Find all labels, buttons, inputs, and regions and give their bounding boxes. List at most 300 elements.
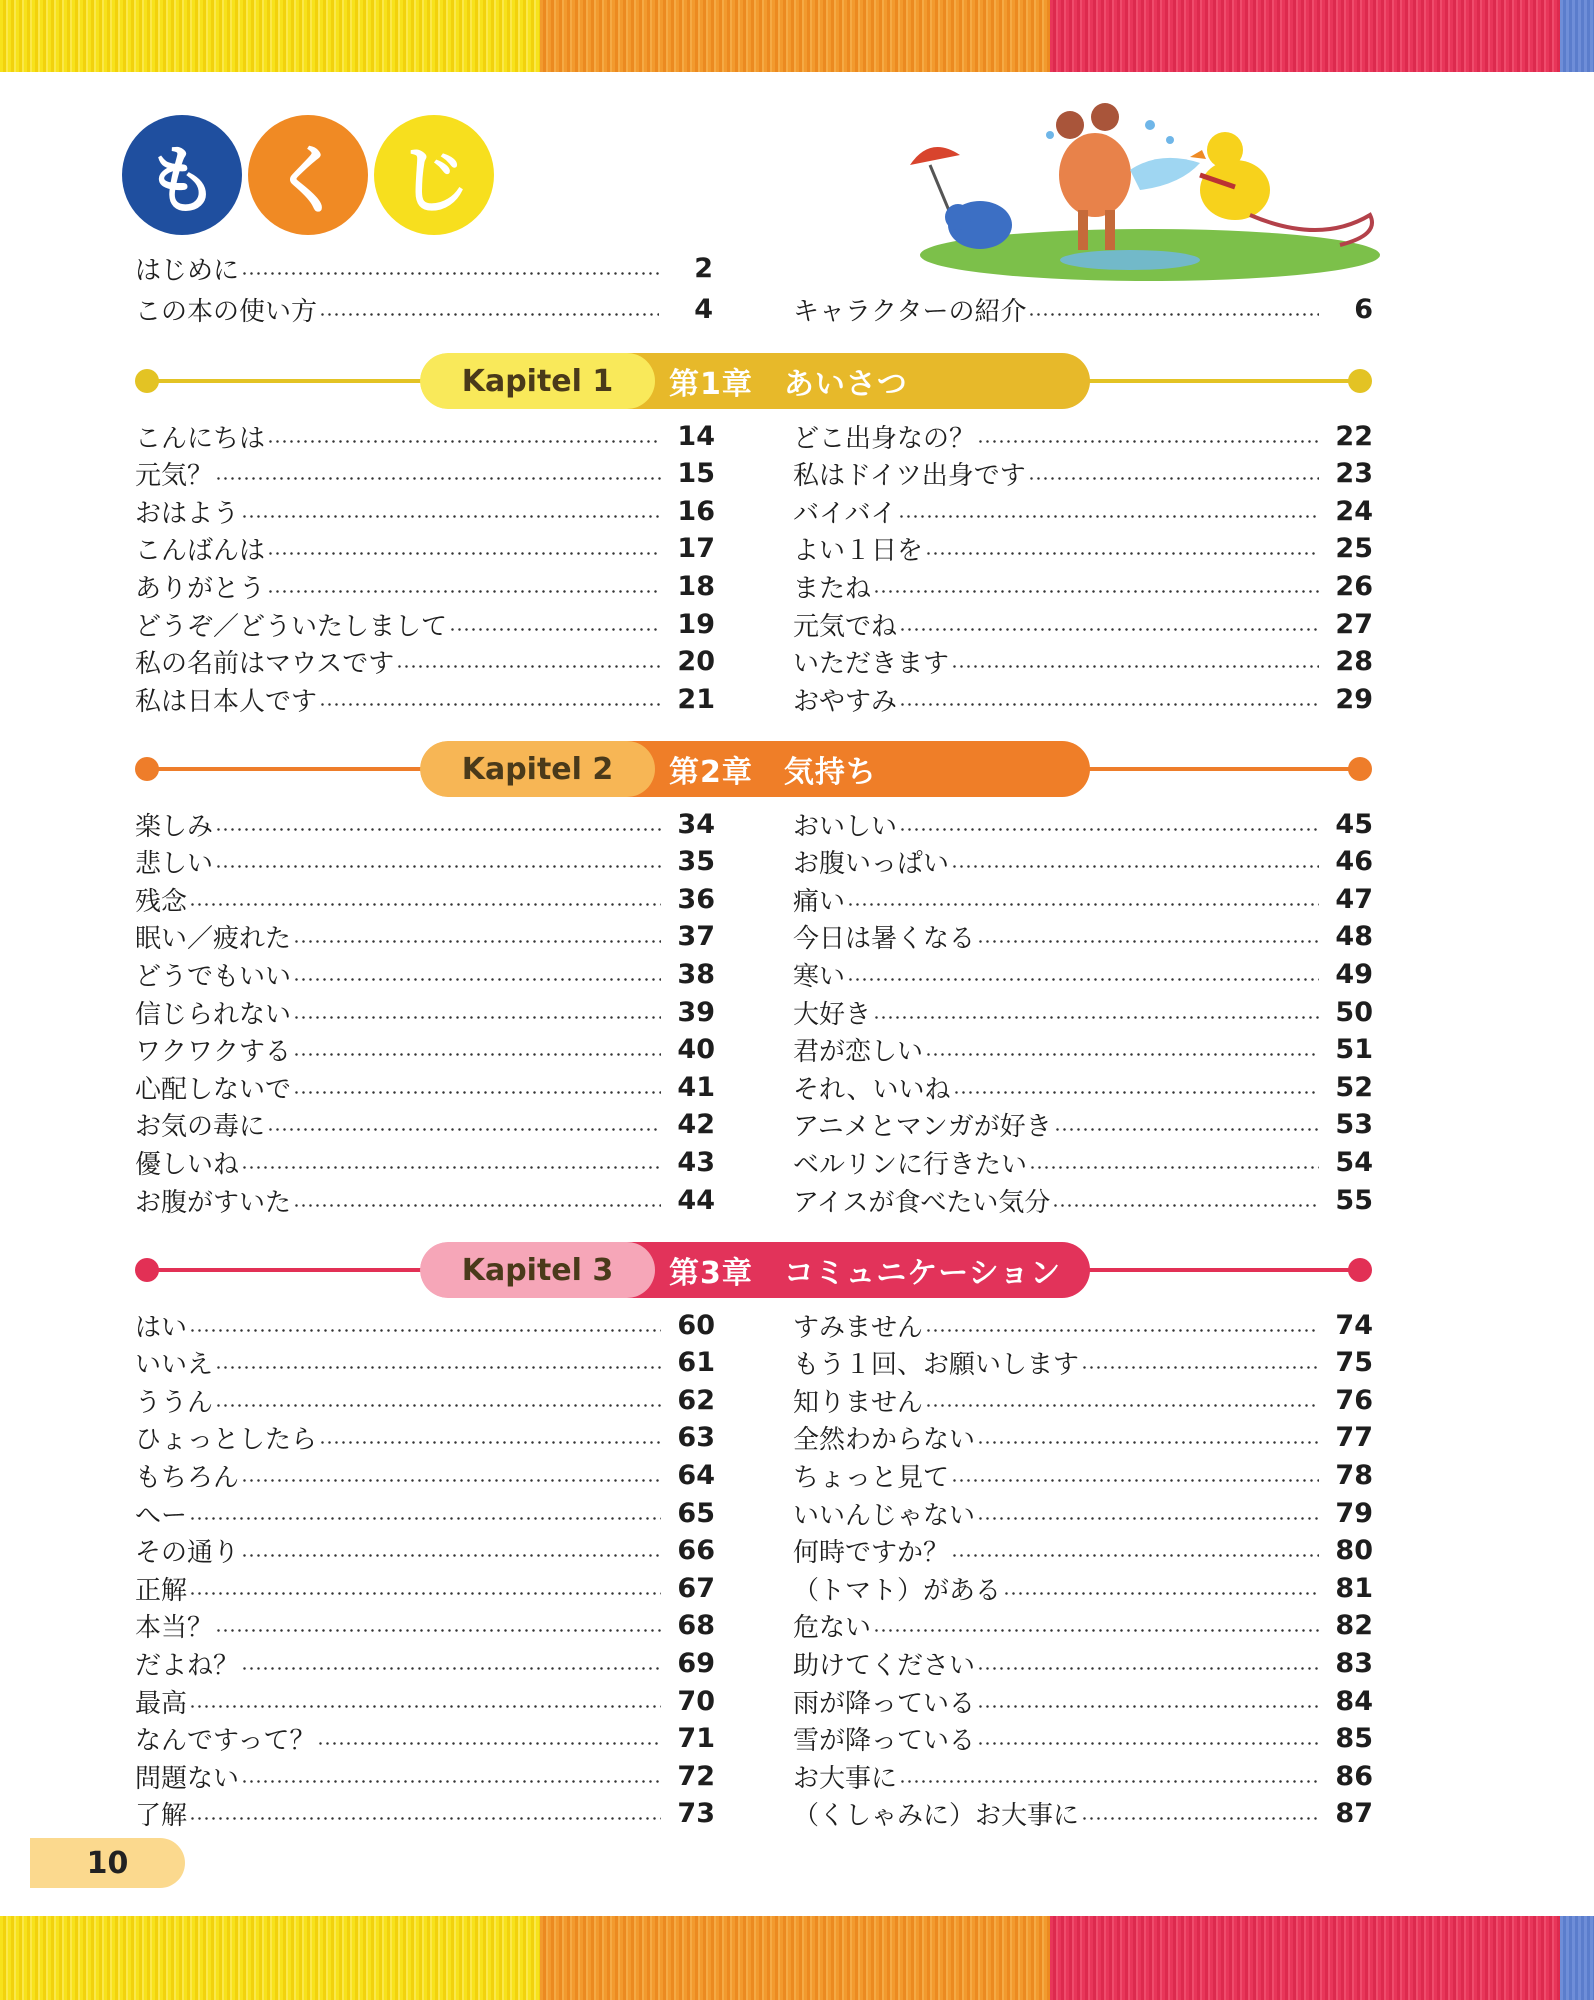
toc-entry[interactable] [135,1032,715,1068]
toc-entry[interactable] [135,1345,715,1381]
toc-entry[interactable] [135,844,715,880]
toc-entry-page: 55 [1335,1184,1373,1216]
toc-entry-label: 雨が降っている [793,1688,976,1719]
toc-entry[interactable] [135,1457,715,1493]
toc-entry-label: 私の名前はマウスです [135,649,395,680]
toc-entry-page: 79 [1335,1497,1373,1529]
toc-entry-label: 楽しみ [135,811,214,842]
page-number: 10 [30,1838,185,1888]
toc-entry-label: ワクワクする [135,1037,292,1068]
leader-dots [267,1128,661,1131]
toc-entry-label: ありがとう [135,573,266,604]
toc-entry[interactable] [793,681,1373,717]
toc-entry-label: 私は日本人です [135,686,318,717]
toc-entry[interactable] [793,644,1373,680]
toc-entry-label: 全然わからない [793,1425,976,1456]
toc-entry-label: 元気？ [135,461,214,492]
kapitel-label: Kapitel 3 [420,1242,655,1298]
toc-entry-label: キャラクターの紹介 [793,296,1027,327]
toc-entry-label: ちょっと見て [793,1462,950,1493]
leader-dots [1028,313,1319,316]
toc-entry[interactable] [135,1307,715,1343]
chapter-2-header [135,741,1372,797]
leader-dots [899,828,1319,831]
toc-entry-page: 54 [1335,1146,1373,1178]
leader-dots [293,1091,661,1094]
toc-entry-page: 78 [1335,1459,1373,1491]
toc-entry-page: 43 [677,1146,715,1178]
toc-entry-label: アニメとマンガが好き [793,1112,1052,1143]
toc-entry-intro-1[interactable] [135,250,713,286]
toc-entry[interactable] [793,1495,1373,1531]
leader-dots [847,903,1319,906]
toc-entry-label: 大好き [793,999,872,1030]
toc-entry-page: 72 [677,1760,715,1792]
title-char-2: く [248,115,368,235]
toc-entry-label: こんばんは [135,536,266,567]
toc-entry-label: それ、いいね [793,1074,951,1105]
toc-entry-page: 65 [677,1497,715,1529]
toc-entry[interactable] [135,606,715,642]
leader-dots [241,515,661,518]
toc-entry-page: 17 [677,533,715,565]
toc-entry-label: ベルリンに行きたい [793,1149,1028,1180]
toc-entry[interactable] [135,1721,715,1757]
toc-entry-label: へー [135,1500,188,1531]
toc-entry-page: 2 [694,252,713,284]
toc-entry[interactable] [135,956,715,992]
toc-entry-page: 28 [1335,646,1373,678]
leader-dots [873,1629,1319,1632]
toc-entry-page: 86 [1335,1760,1373,1792]
toc-entry[interactable] [135,1683,715,1719]
toc-entry-page: 67 [677,1572,715,1604]
rule-end-dot [1348,369,1372,393]
toc-entry-label: ううん [135,1387,214,1418]
toc-entry-label: 残念 [135,886,188,917]
toc-entry[interactable] [793,1307,1373,1343]
toc-entry[interactable] [793,1683,1373,1719]
toc-entry-label: いただきます [793,649,950,680]
toc-entry-label: 問題ない [135,1763,240,1794]
band-blue [1560,1916,1594,2000]
leader-dots [267,440,661,443]
toc-entry[interactable] [793,1182,1373,1218]
toc-entry-label: 優しいね [135,1149,240,1180]
toc-entry[interactable] [793,1533,1373,1569]
toc-entry-page: 70 [677,1685,715,1717]
toc-entry-label: その通り [135,1538,240,1569]
leader-dots [293,1204,661,1207]
toc-entry-label: 心配しないで [135,1074,292,1105]
toc-entry-label: 了解 [135,1801,188,1832]
toc-entry-page: 25 [1335,533,1373,565]
leader-dots [189,1592,661,1595]
toc-entry-page: 23 [1335,458,1373,490]
water-puddle [1060,250,1200,270]
toc-entry-label: 君が恋しい [793,1037,924,1068]
toc-entry[interactable] [793,881,1373,917]
toc-entry-page: 73 [677,1798,715,1830]
toc-entry-page: 75 [1335,1347,1373,1379]
toc-entry[interactable] [793,493,1373,529]
band-red [1050,0,1560,72]
toc-entry-page: 26 [1335,570,1373,602]
toc-entry-label: 寒い [793,961,846,992]
toc-entry-label: もう１回、お願いします [793,1350,1080,1381]
band-yellow [0,0,540,72]
toc-entry-label: 元気でね [793,611,898,642]
toc-entry[interactable] [135,681,715,717]
toc-entry-page: 24 [1335,495,1373,527]
toc-entry-page: 27 [1335,608,1373,640]
chapter-3-header [135,1242,1372,1298]
toc-entry-page: 64 [677,1459,715,1491]
leader-dots [977,1705,1319,1708]
toc-entry[interactable] [793,418,1373,454]
toc-entry-page: 40 [677,1034,715,1066]
toc-entry-page: 4 [694,293,713,325]
toc-entry-label: 眠い／疲れた [135,924,292,955]
chapter-1-header [135,353,1372,409]
toc-entry[interactable] [135,1608,715,1644]
leader-dots [951,1479,1319,1482]
page-title [122,115,494,235]
toc-entry-page: 48 [1335,921,1373,953]
leader-dots [293,978,661,981]
toc-entry-label: こんにちは [135,423,266,454]
toc-entry-page: 53 [1335,1109,1373,1141]
toc-entry-label: （くしゃみに）お大事に [793,1801,1080,1832]
toc-entry-page: 29 [1335,683,1373,715]
toc-entry[interactable] [793,606,1373,642]
toc-entry[interactable] [135,1570,715,1606]
leader-dots [925,552,1319,555]
toc-entry-label: 私はドイツ出身です [793,461,1026,492]
toc-entry-page: 50 [1335,996,1373,1028]
leader-dots [977,940,1319,943]
toc-entry-page: 76 [1335,1384,1373,1416]
toc-entry-page: 84 [1335,1685,1373,1717]
chapter-banner [420,353,1090,409]
toc-entry[interactable] [793,1107,1373,1143]
toc-entry[interactable] [135,1495,715,1531]
toc-entry-label: お大事に [793,1763,898,1794]
chapter-title: 第2章 気持ち [627,741,1090,797]
toc-entry[interactable] [793,568,1373,604]
leader-dots [977,1742,1319,1745]
toc-entry-label: アイスが食べたい気分 [793,1187,1051,1218]
toc-entry-label: 助けてください [793,1650,976,1681]
toc-entry-label: おはよう [135,498,240,529]
toc-entry-page: 37 [677,921,715,953]
leader-dots [189,1517,661,1520]
toc-entry[interactable] [135,806,715,842]
toc-entry[interactable] [135,531,715,567]
toc-entry-page: 83 [1335,1647,1373,1679]
umbrella-icon [910,147,960,165]
toc-entry-page: 82 [1335,1610,1373,1642]
chapter-banner [420,741,1090,797]
toc-entry-label: いいえ [135,1350,214,1381]
toc-entry-page: 77 [1335,1422,1373,1454]
leader-dots [1028,477,1319,480]
toc-entry-page: 69 [677,1647,715,1679]
duck-icon [1200,160,1270,220]
leader-dots [977,1517,1319,1520]
toc-entry-intro-3[interactable] [793,291,1373,327]
leader-dots [925,1329,1319,1332]
toc-entry-page: 51 [1335,1034,1373,1066]
toc-entry-page: 46 [1335,846,1373,878]
band-blue [1560,0,1594,72]
toc-entry-label: ひょっとしたら [135,1425,318,1456]
toc-entry-page: 41 [677,1071,715,1103]
toc-entry[interactable] [135,1382,715,1418]
toc-entry[interactable] [135,1645,715,1681]
toc-entry[interactable] [135,1758,715,1794]
leader-dots [951,1554,1319,1557]
toc-entry[interactable] [793,1721,1373,1757]
toc-entry-page: 21 [677,683,715,715]
leader-dots [293,1053,661,1056]
leader-dots [396,665,661,668]
toc-entry-page: 22 [1335,420,1373,452]
toc-entry[interactable] [793,956,1373,992]
toc-entry[interactable] [793,1345,1373,1381]
toc-entry-page: 39 [677,996,715,1028]
characters-illustration [900,95,1390,285]
leader-dots [1003,1592,1319,1595]
leader-dots [293,1016,661,1019]
toc-entry-page: 16 [677,495,715,527]
band-red [1050,1916,1560,2000]
toc-entry[interactable] [793,844,1373,880]
leader-dots [215,1629,661,1632]
rule-end-dot [1348,1258,1372,1282]
toc-entry-label: （トマト）がある [793,1575,1002,1606]
toc-entry-label: お腹がすいた [135,1187,292,1218]
toc-entry[interactable] [793,1457,1373,1493]
toc-entry[interactable] [793,994,1373,1030]
toc-entry[interactable] [793,919,1373,955]
toc-entry-page: 15 [677,458,715,490]
leader-dots [189,1817,661,1820]
toc-entry[interactable] [793,1645,1373,1681]
toc-entry[interactable] [793,1382,1373,1418]
toc-entry-page: 62 [677,1384,715,1416]
leader-dots [925,1053,1319,1056]
toc-entry-label: 信じられない [135,999,292,1030]
leader-dots [319,703,661,706]
leader-dots [951,665,1319,668]
toc-entry-page: 38 [677,958,715,990]
leader-dots [215,1404,661,1407]
toc-entry[interactable] [793,1032,1373,1068]
leader-dots [951,865,1319,868]
toc-entry-label: 最高 [135,1688,188,1719]
toc-entry-page: 80 [1335,1535,1373,1567]
leader-dots [1029,1166,1319,1169]
leader-dots [1054,1128,1319,1131]
leader-dots [293,940,661,943]
leader-dots [241,1667,661,1670]
toc-entry-label: またね [793,573,872,604]
leader-dots [241,1780,661,1783]
water-spray [1130,158,1200,190]
leader-dots [267,590,661,593]
toc-entry-label: 雪が降っている [793,1726,976,1757]
leader-dots [977,440,1319,443]
leader-dots [899,1780,1319,1783]
toc-entry[interactable] [135,881,715,917]
toc-entry-label: 本当？ [135,1613,214,1644]
leader-dots [319,313,659,316]
toc-entry-label: もちろん [135,1462,240,1493]
leader-dots [977,1441,1319,1444]
toc-entry[interactable] [135,456,715,492]
toc-entry[interactable] [135,919,715,955]
toc-entry-page: 18 [677,570,715,602]
toc-entry-intro-2[interactable] [135,291,713,327]
toc-entry[interactable] [135,418,715,454]
leader-dots [449,628,661,631]
toc-entry-label: よい１日を [793,536,924,567]
toc-entry-label: おやすみ [793,686,898,717]
toc-entry-page: 66 [677,1535,715,1567]
band-orange [540,0,1050,72]
leader-dots [215,865,661,868]
toc-entry-label: はじめに [135,255,240,286]
toc-entry-label: おいしい [793,811,898,842]
chapter-banner [420,1242,1090,1298]
toc-entry[interactable] [793,1069,1373,1105]
toc-entry[interactable] [135,568,715,604]
toc-entry[interactable] [135,1533,715,1569]
leader-dots [189,1329,661,1332]
bottom-color-band [0,1916,1594,2000]
leader-dots [899,703,1319,706]
leader-dots [898,515,1319,518]
toc-entry[interactable] [135,1069,715,1105]
leader-dots [899,628,1319,631]
leader-dots [1052,1204,1319,1207]
toc-entry[interactable] [135,1420,715,1456]
toc-entry[interactable] [793,531,1373,567]
toc-entry-page: 85 [1335,1723,1373,1755]
toc-entry-page: 63 [677,1422,715,1454]
top-color-band [0,0,1594,72]
toc-entry-label: 知りません [793,1387,924,1418]
leader-dots [189,903,661,906]
toc-entry-label: バイバイ [793,498,897,529]
toc-entry[interactable] [793,1570,1373,1606]
toc-entry-label: すみません [793,1312,924,1343]
toc-entry-label: いいんじゃない [793,1500,976,1531]
leader-dots [1081,1817,1319,1820]
toc-entry-label: どこ出身なの？ [793,423,976,454]
kapitel-label: Kapitel 2 [420,741,655,797]
band-yellow [0,1916,540,2000]
leader-dots [873,1016,1319,1019]
leader-dots [215,1366,661,1369]
leader-dots [925,1404,1319,1407]
toc-entry[interactable] [793,456,1373,492]
toc-entry-page: 42 [677,1109,715,1141]
toc-entry[interactable] [135,1144,715,1180]
toc-entry-page: 14 [677,420,715,452]
toc-entry[interactable] [793,1144,1373,1180]
leader-dots [317,1742,661,1745]
toc-entry-page: 49 [1335,958,1373,990]
rule-end-dot [1348,757,1372,781]
toc-entry-page: 81 [1335,1572,1373,1604]
title-char-1: も [122,115,242,235]
toc-entry-label: お気の毒に [135,1112,266,1143]
toc-entry-page: 44 [677,1184,715,1216]
toc-entry-page: 35 [677,846,715,878]
toc-entry[interactable] [135,994,715,1030]
rule-end-dot [135,369,159,393]
toc-entry[interactable] [793,1796,1373,1832]
leader-dots [241,1166,661,1169]
toc-entry-page: 60 [677,1309,715,1341]
toc-entry-label: なんですって？ [135,1726,316,1757]
leader-dots [977,1667,1319,1670]
leader-dots [319,1441,661,1444]
mouse-icon [1059,133,1131,217]
leader-dots [241,1479,661,1482]
toc-entry-label: 何時ですか？ [793,1538,950,1569]
toc-entry-page: 68 [677,1610,715,1642]
toc-entry-page: 20 [677,646,715,678]
toc-entry-page: 36 [677,883,715,915]
rule-end-dot [135,757,159,781]
toc-entry-label: はい [135,1312,188,1343]
toc-entry[interactable] [135,493,715,529]
toc-entry-page: 71 [677,1723,715,1755]
chapter-title: 第3章 コミュニケーション [627,1242,1090,1298]
leader-dots [241,1554,661,1557]
toc-entry[interactable] [135,1107,715,1143]
toc-entry-page: 34 [677,808,715,840]
toc-entry-label: 危ない [793,1613,872,1644]
toc-entry[interactable] [793,1420,1373,1456]
leader-dots [873,590,1319,593]
kapitel-label: Kapitel 1 [420,353,655,409]
title-char-3: じ [374,115,494,235]
toc-entry-label: この本の使い方 [135,296,318,327]
toc-entry-page: 19 [677,608,715,640]
toc-entry[interactable] [793,806,1373,842]
leader-dots [215,477,661,480]
leader-dots [189,1705,661,1708]
toc-entry-page: 74 [1335,1309,1373,1341]
toc-entry-label: どうでもいい [135,961,292,992]
toc-entry[interactable] [793,1758,1373,1794]
toc-entry-page: 45 [1335,808,1373,840]
toc-entry[interactable] [135,1182,715,1218]
toc-entry-label: 今日は暑くなる [793,924,976,955]
toc-entry[interactable] [135,1796,715,1832]
toc-entry[interactable] [793,1608,1373,1644]
toc-entry-label: お腹いっぱい [793,849,950,880]
chapter-title: 第1章 あいさつ [627,353,1090,409]
rule-end-dot [135,1258,159,1282]
toc-entry-page: 47 [1335,883,1373,915]
toc-entry[interactable] [135,644,715,680]
toc-entry-page: 87 [1335,1798,1373,1830]
